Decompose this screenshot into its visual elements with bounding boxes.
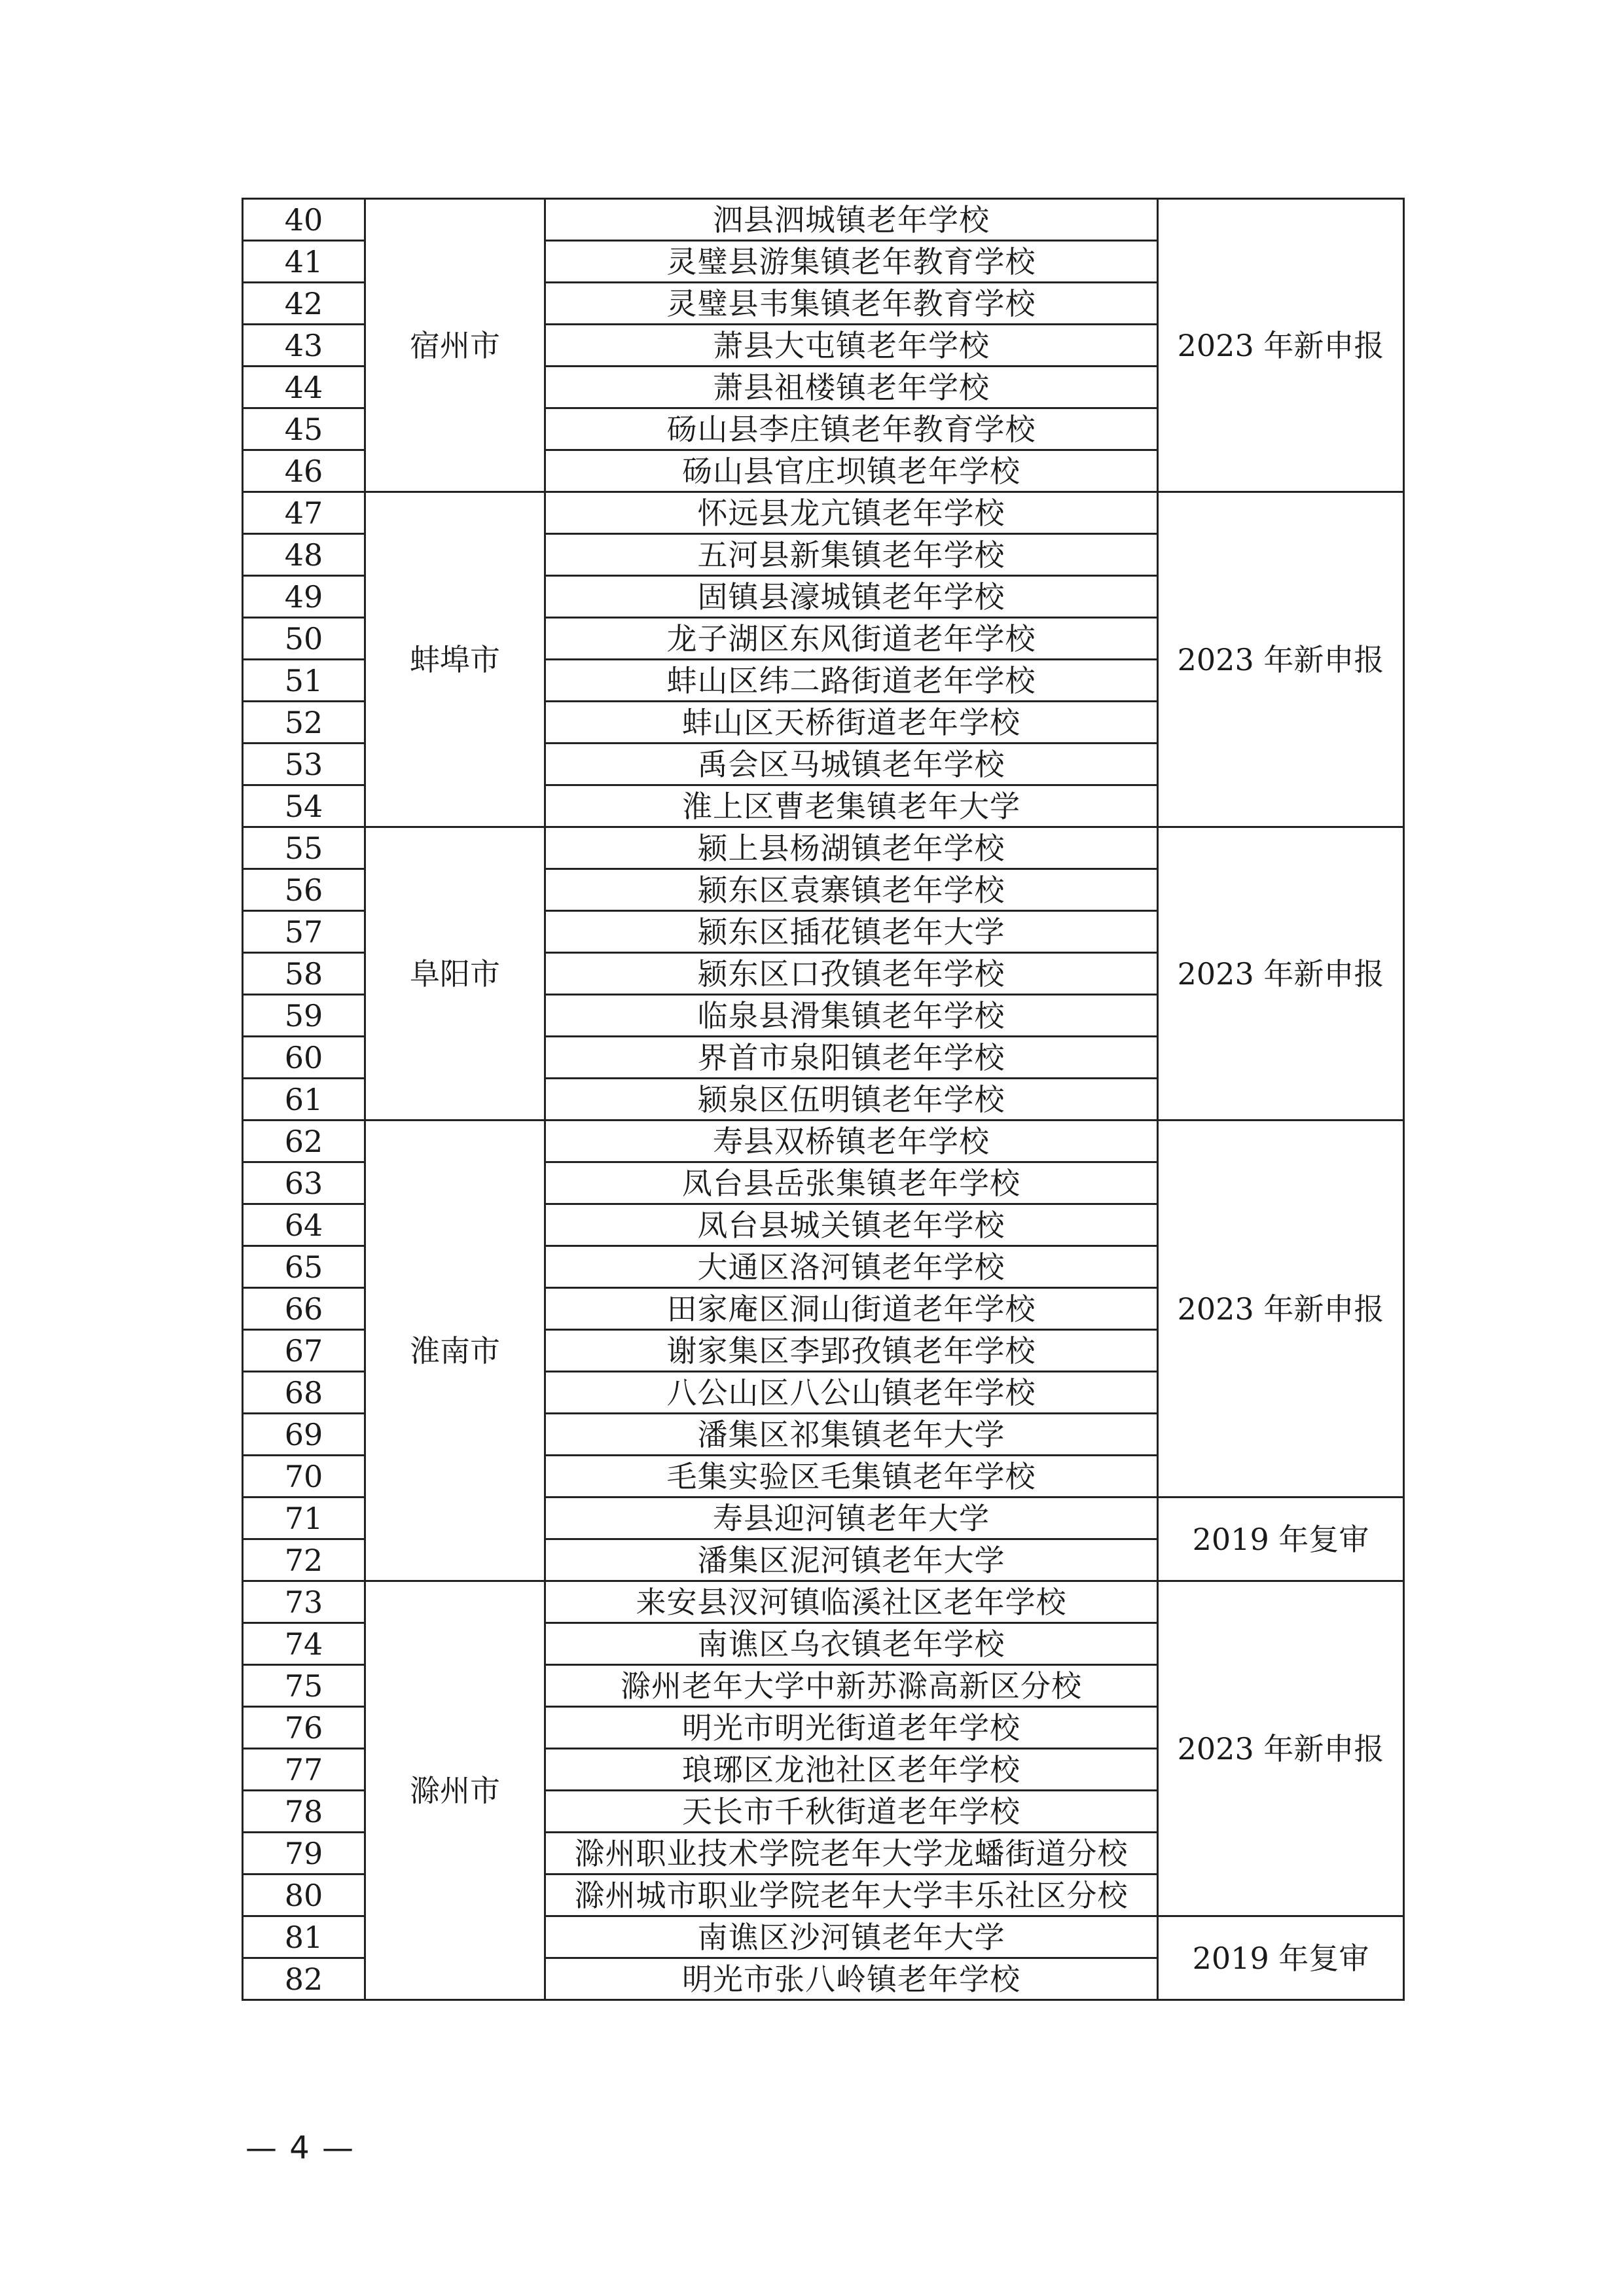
- row-number: 68: [243, 1372, 365, 1414]
- school-name: 萧县大屯镇老年学校: [545, 325, 1158, 367]
- school-name: 泗县泗城镇老年学校: [545, 199, 1158, 241]
- row-number: 72: [243, 1539, 365, 1581]
- row-number: 60: [243, 1037, 365, 1079]
- school-name: 禹会区马城镇老年学校: [545, 744, 1158, 785]
- school-name: 田家庵区洞山街道老年学校: [545, 1288, 1158, 1330]
- row-number: 57: [243, 911, 365, 953]
- school-name: 毛集实验区毛集镇老年学校: [545, 1456, 1158, 1498]
- school-name: 滁州老年大学中新苏滁高新区分校: [545, 1665, 1158, 1707]
- row-number: 59: [243, 995, 365, 1037]
- row-number: 61: [243, 1079, 365, 1121]
- row-number: 78: [243, 1791, 365, 1833]
- city-cell: 宿州市: [365, 199, 545, 492]
- table-body: [243, 199, 1404, 2000]
- city-cell: 淮南市: [365, 1121, 545, 1581]
- row-number: 50: [243, 618, 365, 660]
- row-number: 65: [243, 1246, 365, 1288]
- school-name: 颍东区袁寨镇老年学校: [545, 869, 1158, 911]
- city-cell: 阜阳市: [365, 827, 545, 1121]
- school-name: 天长市千秋街道老年学校: [545, 1791, 1158, 1833]
- row-number: 52: [243, 702, 365, 744]
- row-number: 49: [243, 576, 365, 618]
- page-number: — 4 —: [245, 2130, 355, 2166]
- status-cell: 2023 年新申报: [1158, 1121, 1404, 1498]
- school-name: 滁州城市职业学院老年大学丰乐社区分校: [545, 1874, 1158, 1916]
- row-number: 40: [243, 199, 365, 241]
- row-number: 63: [243, 1162, 365, 1204]
- row-number: 71: [243, 1498, 365, 1539]
- row-number: 82: [243, 1958, 365, 2000]
- status-cell: 2023 年新申报: [1158, 492, 1404, 827]
- status-cell: 2023 年新申报: [1158, 827, 1404, 1121]
- school-name: 凤台县岳张集镇老年学校: [545, 1162, 1158, 1204]
- status-cell: 2023 年新申报: [1158, 1581, 1404, 1916]
- school-name: 明光市张八岭镇老年学校: [545, 1958, 1158, 2000]
- row-number: 81: [243, 1916, 365, 1958]
- school-list-table: [242, 198, 1405, 2001]
- table-row: [243, 827, 1404, 869]
- row-number: 75: [243, 1665, 365, 1707]
- row-number: 41: [243, 241, 365, 283]
- table-row: [243, 492, 1404, 534]
- row-number: 55: [243, 827, 365, 869]
- row-number: 73: [243, 1581, 365, 1623]
- status-cell: 2019 年复审: [1158, 1498, 1404, 1581]
- school-name: 凤台县城关镇老年学校: [545, 1204, 1158, 1246]
- school-name: 南谯区沙河镇老年大学: [545, 1916, 1158, 1958]
- row-number: 58: [243, 953, 365, 995]
- school-name: 潘集区泥河镇老年大学: [545, 1539, 1158, 1581]
- row-number: 45: [243, 408, 365, 450]
- school-name: 南谯区乌衣镇老年学校: [545, 1623, 1158, 1665]
- table-row: [243, 199, 1404, 241]
- school-name: 灵璧县游集镇老年教育学校: [545, 241, 1158, 283]
- school-name: 谢家集区李郢孜镇老年学校: [545, 1330, 1158, 1372]
- school-name: 明光市明光街道老年学校: [545, 1707, 1158, 1749]
- school-name: 寿县迎河镇老年大学: [545, 1498, 1158, 1539]
- school-name: 八公山区八公山镇老年学校: [545, 1372, 1158, 1414]
- row-number: 69: [243, 1414, 365, 1456]
- school-name: 龙子湖区东风街道老年学校: [545, 618, 1158, 660]
- status-cell: 2019 年复审: [1158, 1916, 1404, 2000]
- row-number: 80: [243, 1874, 365, 1916]
- row-number: 70: [243, 1456, 365, 1498]
- school-name: 临泉县滑集镇老年学校: [545, 995, 1158, 1037]
- row-number: 48: [243, 534, 365, 576]
- school-name: 琅琊区龙池社区老年学校: [545, 1749, 1158, 1791]
- school-name: 颍上县杨湖镇老年学校: [545, 827, 1158, 869]
- school-name: 蚌山区纬二路街道老年学校: [545, 660, 1158, 702]
- row-number: 42: [243, 283, 365, 325]
- school-name: 砀山县李庄镇老年教育学校: [545, 408, 1158, 450]
- row-number: 56: [243, 869, 365, 911]
- school-name: 淮上区曹老集镇老年大学: [545, 785, 1158, 827]
- row-number: 62: [243, 1121, 365, 1162]
- row-number: 47: [243, 492, 365, 534]
- table-row: [243, 1581, 1404, 1623]
- row-number: 64: [243, 1204, 365, 1246]
- row-number: 66: [243, 1288, 365, 1330]
- row-number: 54: [243, 785, 365, 827]
- school-name: 颍东区插花镇老年大学: [545, 911, 1158, 953]
- row-number: 77: [243, 1749, 365, 1791]
- row-number: 44: [243, 367, 365, 408]
- school-name: 固镇县濠城镇老年学校: [545, 576, 1158, 618]
- school-name: 颍东区口孜镇老年学校: [545, 953, 1158, 995]
- row-number: 43: [243, 325, 365, 367]
- city-cell: 蚌埠市: [365, 492, 545, 827]
- school-name: 寿县双桥镇老年学校: [545, 1121, 1158, 1162]
- city-cell: 滁州市: [365, 1581, 545, 2000]
- row-number: 74: [243, 1623, 365, 1665]
- school-name: 蚌山区天桥街道老年学校: [545, 702, 1158, 744]
- school-name: 颍泉区伍明镇老年学校: [545, 1079, 1158, 1121]
- school-name: 界首市泉阳镇老年学校: [545, 1037, 1158, 1079]
- school-name: 灵璧县韦集镇老年教育学校: [545, 283, 1158, 325]
- school-name: 大通区洛河镇老年学校: [545, 1246, 1158, 1288]
- school-name: 怀远县龙亢镇老年学校: [545, 492, 1158, 534]
- row-number: 51: [243, 660, 365, 702]
- row-number: 67: [243, 1330, 365, 1372]
- school-name: 五河县新集镇老年学校: [545, 534, 1158, 576]
- row-number: 76: [243, 1707, 365, 1749]
- school-name: 萧县祖楼镇老年学校: [545, 367, 1158, 408]
- status-cell: 2023 年新申报: [1158, 199, 1404, 492]
- row-number: 79: [243, 1833, 365, 1874]
- school-name: 来安县汊河镇临溪社区老年学校: [545, 1581, 1158, 1623]
- school-name: 滁州职业技术学院老年大学龙蟠街道分校: [545, 1833, 1158, 1874]
- row-number: 53: [243, 744, 365, 785]
- school-name: 潘集区祁集镇老年大学: [545, 1414, 1158, 1456]
- row-number: 46: [243, 450, 365, 492]
- school-name: 砀山县官庄坝镇老年学校: [545, 450, 1158, 492]
- table-row: [243, 1121, 1404, 1162]
